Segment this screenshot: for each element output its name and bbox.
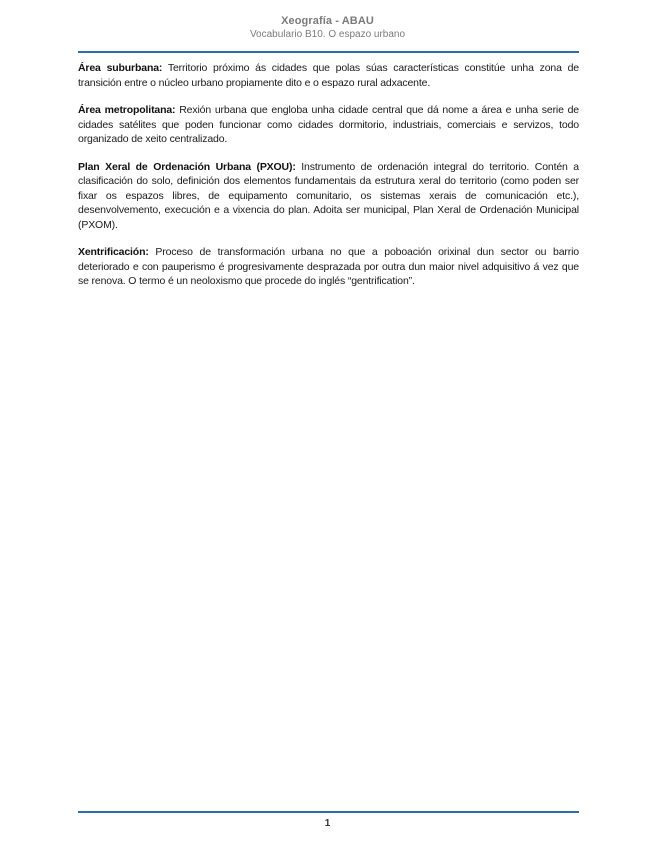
- header-divider: [78, 51, 579, 53]
- entry-term: Área suburbana:: [78, 62, 163, 74]
- entry-term: Área metropolitana:: [78, 104, 176, 116]
- entry-term: Xentrificación:: [78, 246, 149, 258]
- vocabulary-entry-xentrificacion: [78, 245, 579, 289]
- vocabulary-list: [78, 61, 579, 302]
- document-subtitle: Vocabulario B10. O espazo urbano: [249, 29, 406, 40]
- entry-definition: Proceso de transformación urbana no que a poboación orixinal dun sector ou barrio deteriorado e con pauperismo é progresivamente desprazada por outra dun maior nivel adquisitivo á vez que se renova. O termo é un neoloxismo que procede do inglés “gentrification”.: [78, 246, 579, 287]
- vocabulary-entry-pxou: [78, 160, 579, 233]
- footer-divider: [78, 811, 579, 813]
- page-header: [0, 15, 655, 42]
- entry-definition: Instrumento de ordenación integral do territorio. Contén a clasificación do solo, definición dos elementos fundamentais da estrutura xeral do territorio (como poden ser fixar os espazos libres, de equipamento comunitario, os sistemas xerais de comunicación etc.), desenvolvemento, execución e a vixencia do plan. Adoita ser municipal, Plan Xeral de Ordenación Municipal (PXOM).: [78, 160, 580, 231]
- entry-term: Plan Xeral de Ordenación Urbana (PXOU):: [78, 160, 296, 173]
- document-title: Xeografía - ABAU: [281, 15, 374, 27]
- vocabulary-entry-area-metropolitana: [78, 103, 579, 147]
- entry-definition: Rexión urbana que engloba unha cidade central que dá nome a área e unha serie de cidades satélites que poden funcionar como cidades dormitorio, industriais, comerciais e servizos, todo organizado de xeito centralizado.: [78, 104, 579, 145]
- vocabulary-entry-area-suburbana: [78, 61, 579, 90]
- page-number: 1: [324, 818, 331, 829]
- entry-definition: Territorio próximo ás cidades que polas súas características constitúe unha zona de transición entre o núcleo urbano propiamente dito e o espazo rural adxacente.: [78, 62, 579, 89]
